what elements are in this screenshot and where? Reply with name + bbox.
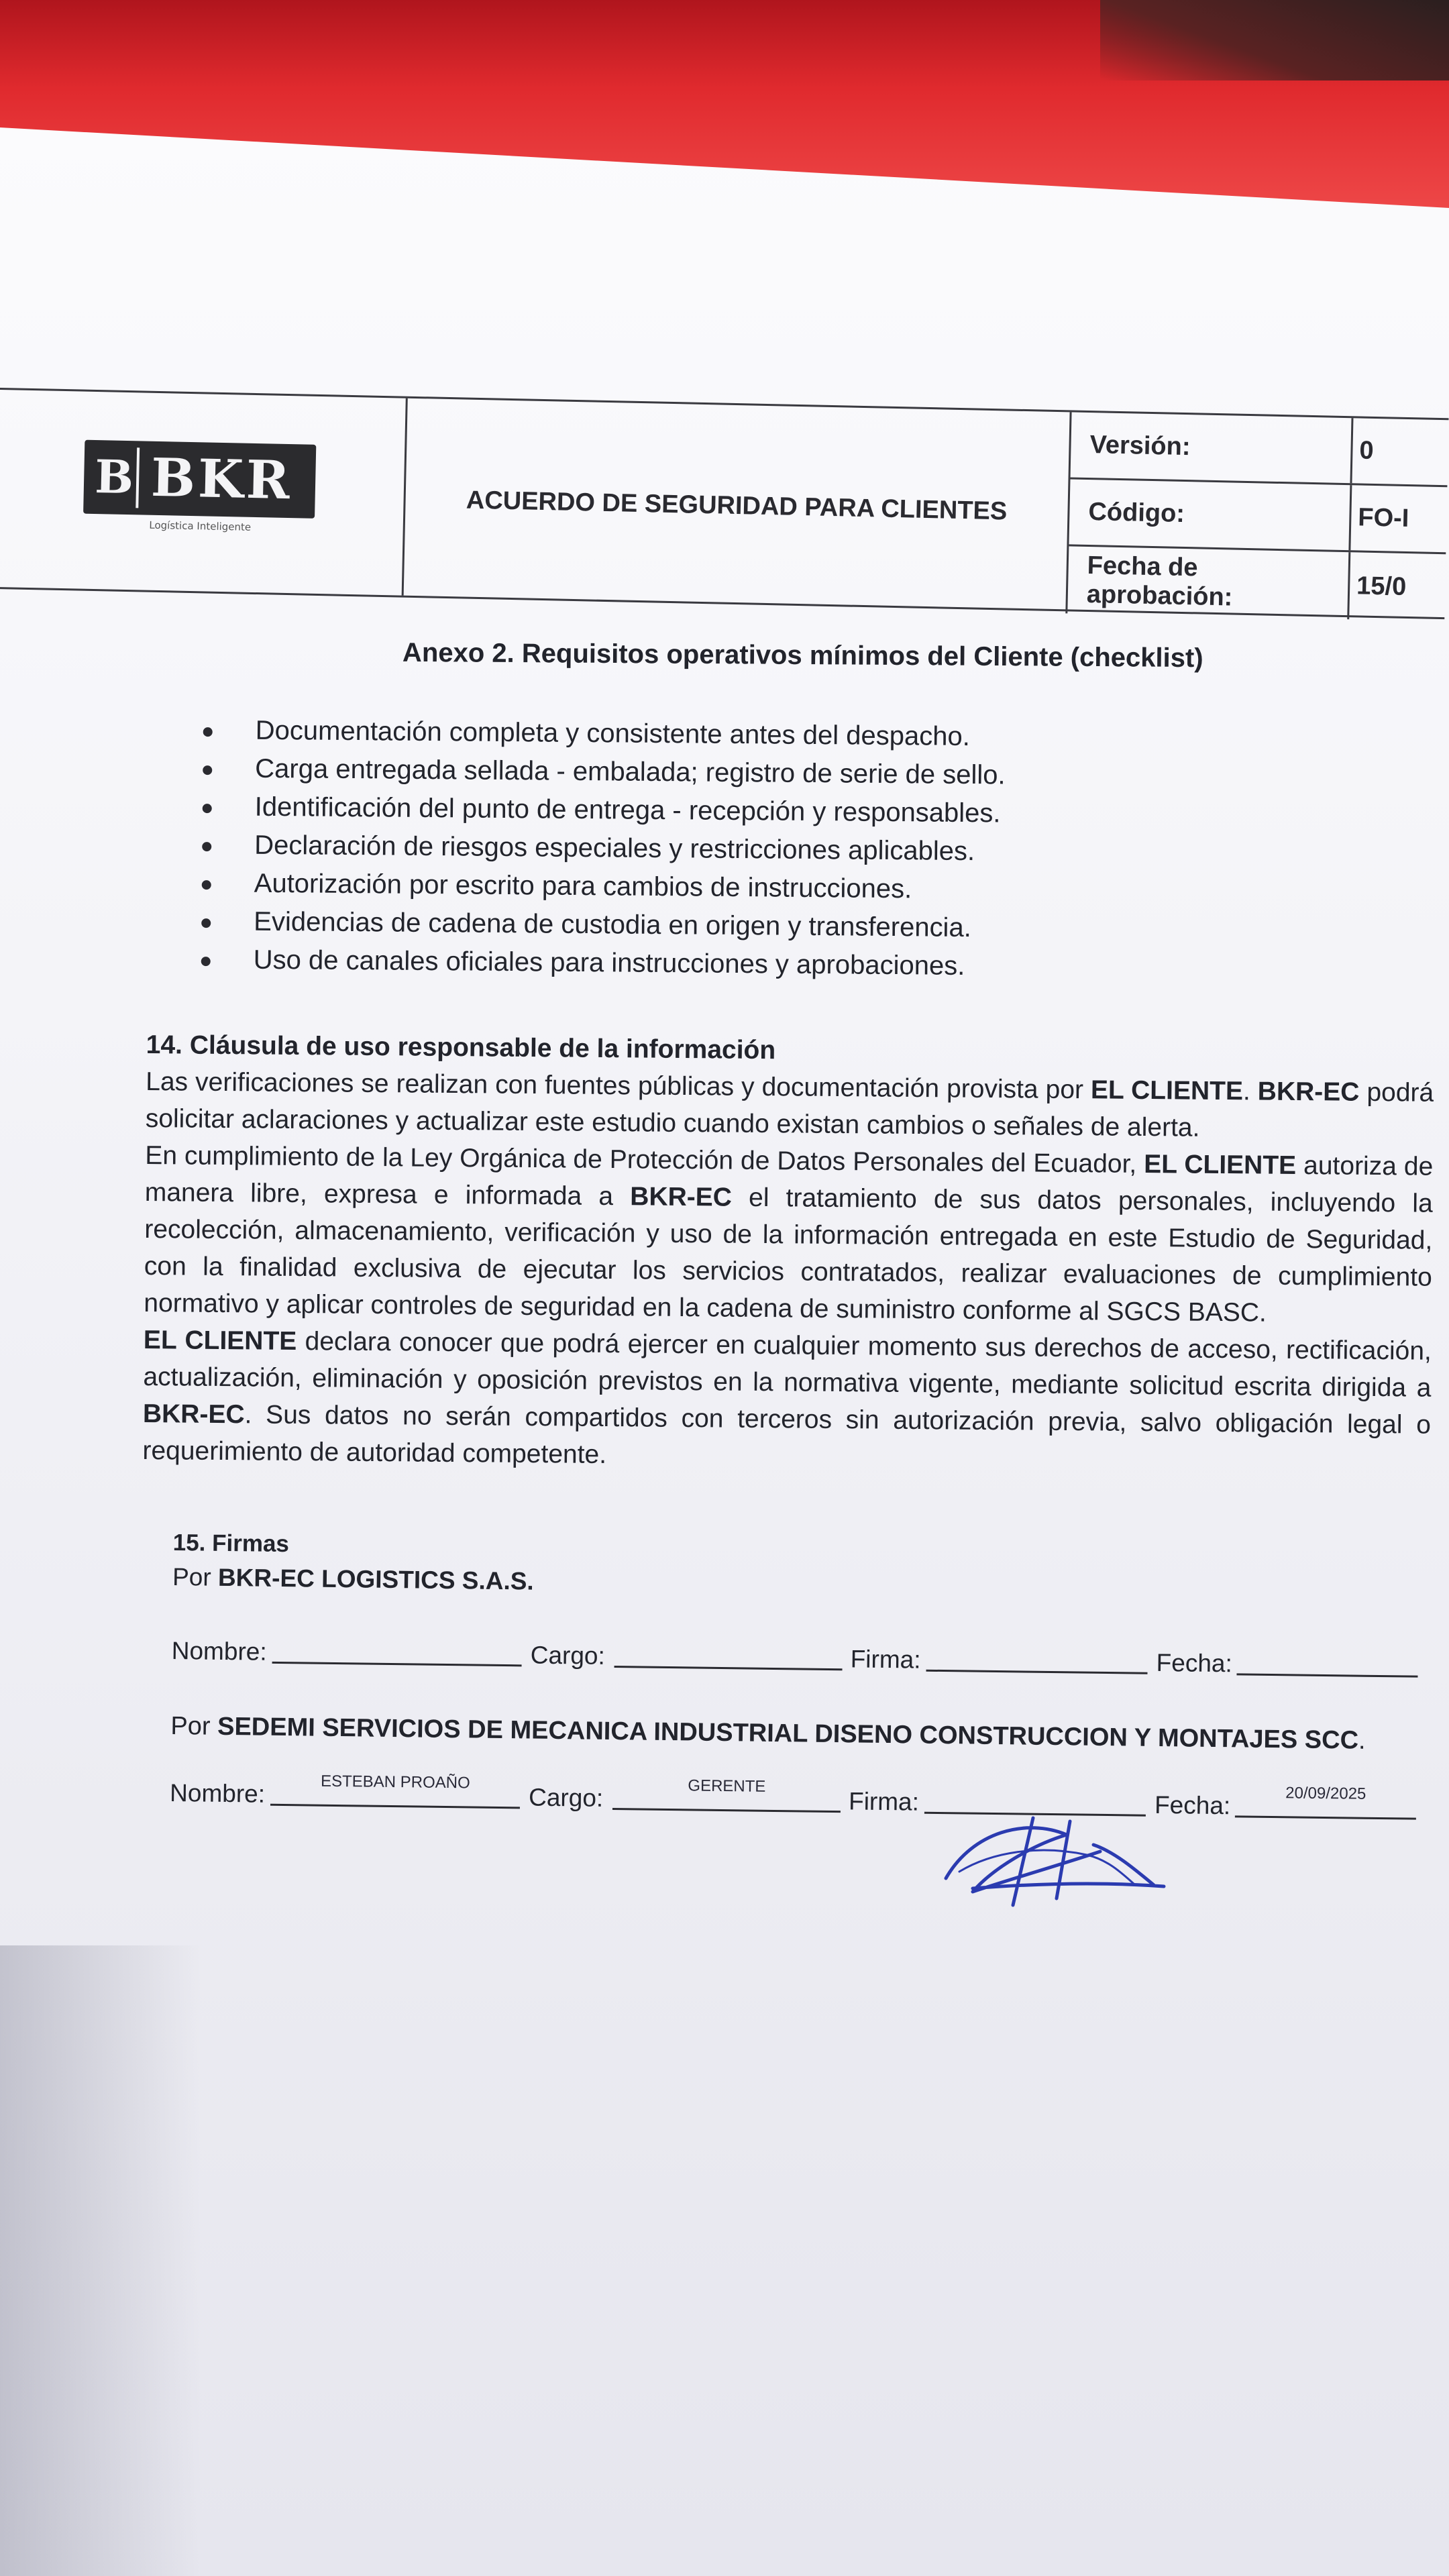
annex-title: Anexo 2. Requisitos operativos mínimos del Cliente (checklist) [402, 637, 1203, 674]
logo-mark: B [91, 447, 140, 508]
role-label: Cargo: [528, 1783, 604, 1812]
text-run: podrá solicitar aclaraciones y actualizar este estudio cuando existan cambios o señales de alerta. [145, 1077, 1434, 1142]
company-name: SEDEMI SERVICIOS DE MECANICA INDUSTRIAL DISENO CONSTRUCCION Y MONTAJES SCC [217, 1712, 1359, 1755]
role-label: Cargo: [530, 1641, 606, 1670]
role-field[interactable] [614, 1641, 843, 1670]
section-14-paragraph-1 [146, 1063, 1434, 1148]
name-field[interactable] [272, 1637, 522, 1667]
checklist-item: Documentación completa y consistente antes del despacho. [198, 711, 1006, 757]
checklist-item: Autorización por escrito para cambios de instrucciones. [197, 864, 1005, 910]
meta-value: 0 [1359, 436, 1375, 465]
handwritten-date: 20/09/2025 [1285, 1784, 1366, 1803]
checklist-item: Identificación del punto de entrega - recepción y responsables. [197, 788, 1006, 833]
logo-tagline: Logística Inteligente [149, 519, 252, 533]
section-14-paragraph-3 [142, 1322, 1432, 1481]
meta-label: Fecha de aprobación: [1067, 546, 1350, 619]
checklist-item: Declaración de riesgos especiales y restricciones aplicables. [197, 826, 1005, 871]
checklist-item: Carga entregada sellada - embalada; registro de serie de sello. [197, 749, 1006, 795]
date-label: Fecha: [1154, 1790, 1231, 1820]
handwritten-signature [932, 1805, 1174, 1912]
section-15-title: 15. Firmas [172, 1529, 290, 1558]
section-14-title: 14. Cláusula de uso responsable de la información [146, 1030, 776, 1065]
signature-row-2 [170, 1754, 1432, 1829]
company-term: BKR-EC [630, 1182, 733, 1212]
text-run: . [1358, 1726, 1366, 1755]
text-run: el tratamiento de sus datos personales, incluyendo la recolección, almacenamiento, verificación y uso de la información entregada en este Estudio de Seguridad, con la finalidad exclusiva de ejecutar los servicios contratados, realizar evaluaciones de cumplimiento normativo y aplicar controles de seguridad en la cadena de suministro conforme al SGCS BASC. [144, 1183, 1433, 1328]
requirements-checklist [196, 711, 1006, 985]
sign-label: Firma: [848, 1787, 920, 1816]
text-run: Las verificaciones se realizan con fuentes públicas y documentación provista por [146, 1067, 1091, 1105]
signature-row-1 [171, 1611, 1433, 1687]
date-field[interactable] [1236, 1648, 1417, 1677]
sign-label: Firma: [850, 1645, 921, 1674]
checklist-item: Uso de canales oficiales para instrucciones y aprobaciones. [196, 941, 1004, 986]
text-run: Por [170, 1711, 218, 1741]
section-14-paragraph-2 [144, 1137, 1433, 1333]
name-label: Nombre: [169, 1778, 266, 1808]
meta-label: Código: [1069, 479, 1352, 550]
text-run: . [1242, 1077, 1258, 1106]
date-label: Fecha: [1156, 1648, 1233, 1678]
client-term: EL CLIENTE [1144, 1149, 1297, 1180]
text-run: . Sus datos no serán compartidos con terceros sin autorización previa, salvo obligación legal o requerimiento de autoridad competente. [142, 1400, 1432, 1470]
meta-label: Versión: [1071, 412, 1354, 483]
date-field[interactable] [1235, 1784, 1416, 1819]
company-term: BKR-EC [1257, 1077, 1360, 1107]
text-run: En cumplimiento de la Ley Orgánica de Protección de Datos Personales del Ecuador, [145, 1140, 1144, 1179]
text-run: declara conocer que podrá ejercer en cualquier momento sus derechos de acceso, rectificación, actualización, eliminación y oposición previstos en la normativa vigente, mediante solicitud escrita dirigida a [143, 1326, 1432, 1403]
logo-name: BKR [150, 447, 293, 512]
meta-value: 15/0 [1356, 571, 1407, 601]
client-term: EL CLIENTE [1090, 1075, 1244, 1106]
handwritten-role: GERENTE [688, 1776, 766, 1796]
company-name: BKR-EC LOGISTICS S.A.S. [217, 1563, 534, 1595]
section-14 [142, 1026, 1434, 1481]
client-term: EL CLIENTE [143, 1325, 297, 1356]
meta-value: FO-I [1357, 503, 1409, 533]
name-label: Nombre: [171, 1636, 267, 1666]
role-field[interactable] [612, 1776, 841, 1813]
handwritten-name: ESTEBAN PROAÑO [320, 1772, 470, 1792]
text-run: Por [172, 1562, 219, 1591]
text-run: autoriza de manera libre, expresa e informada a [144, 1150, 1434, 1212]
checklist-item: Evidencias de cadena de custodia en origen y transferencia. [196, 902, 1004, 948]
sign-field[interactable] [926, 1645, 1147, 1674]
company-term: BKR-EC [142, 1399, 245, 1430]
document-title: ACUERDO DE SEGURIDAD PARA CLIENTES [404, 398, 1072, 614]
name-field[interactable] [270, 1772, 520, 1809]
section-15-signatures [170, 1529, 1434, 1829]
